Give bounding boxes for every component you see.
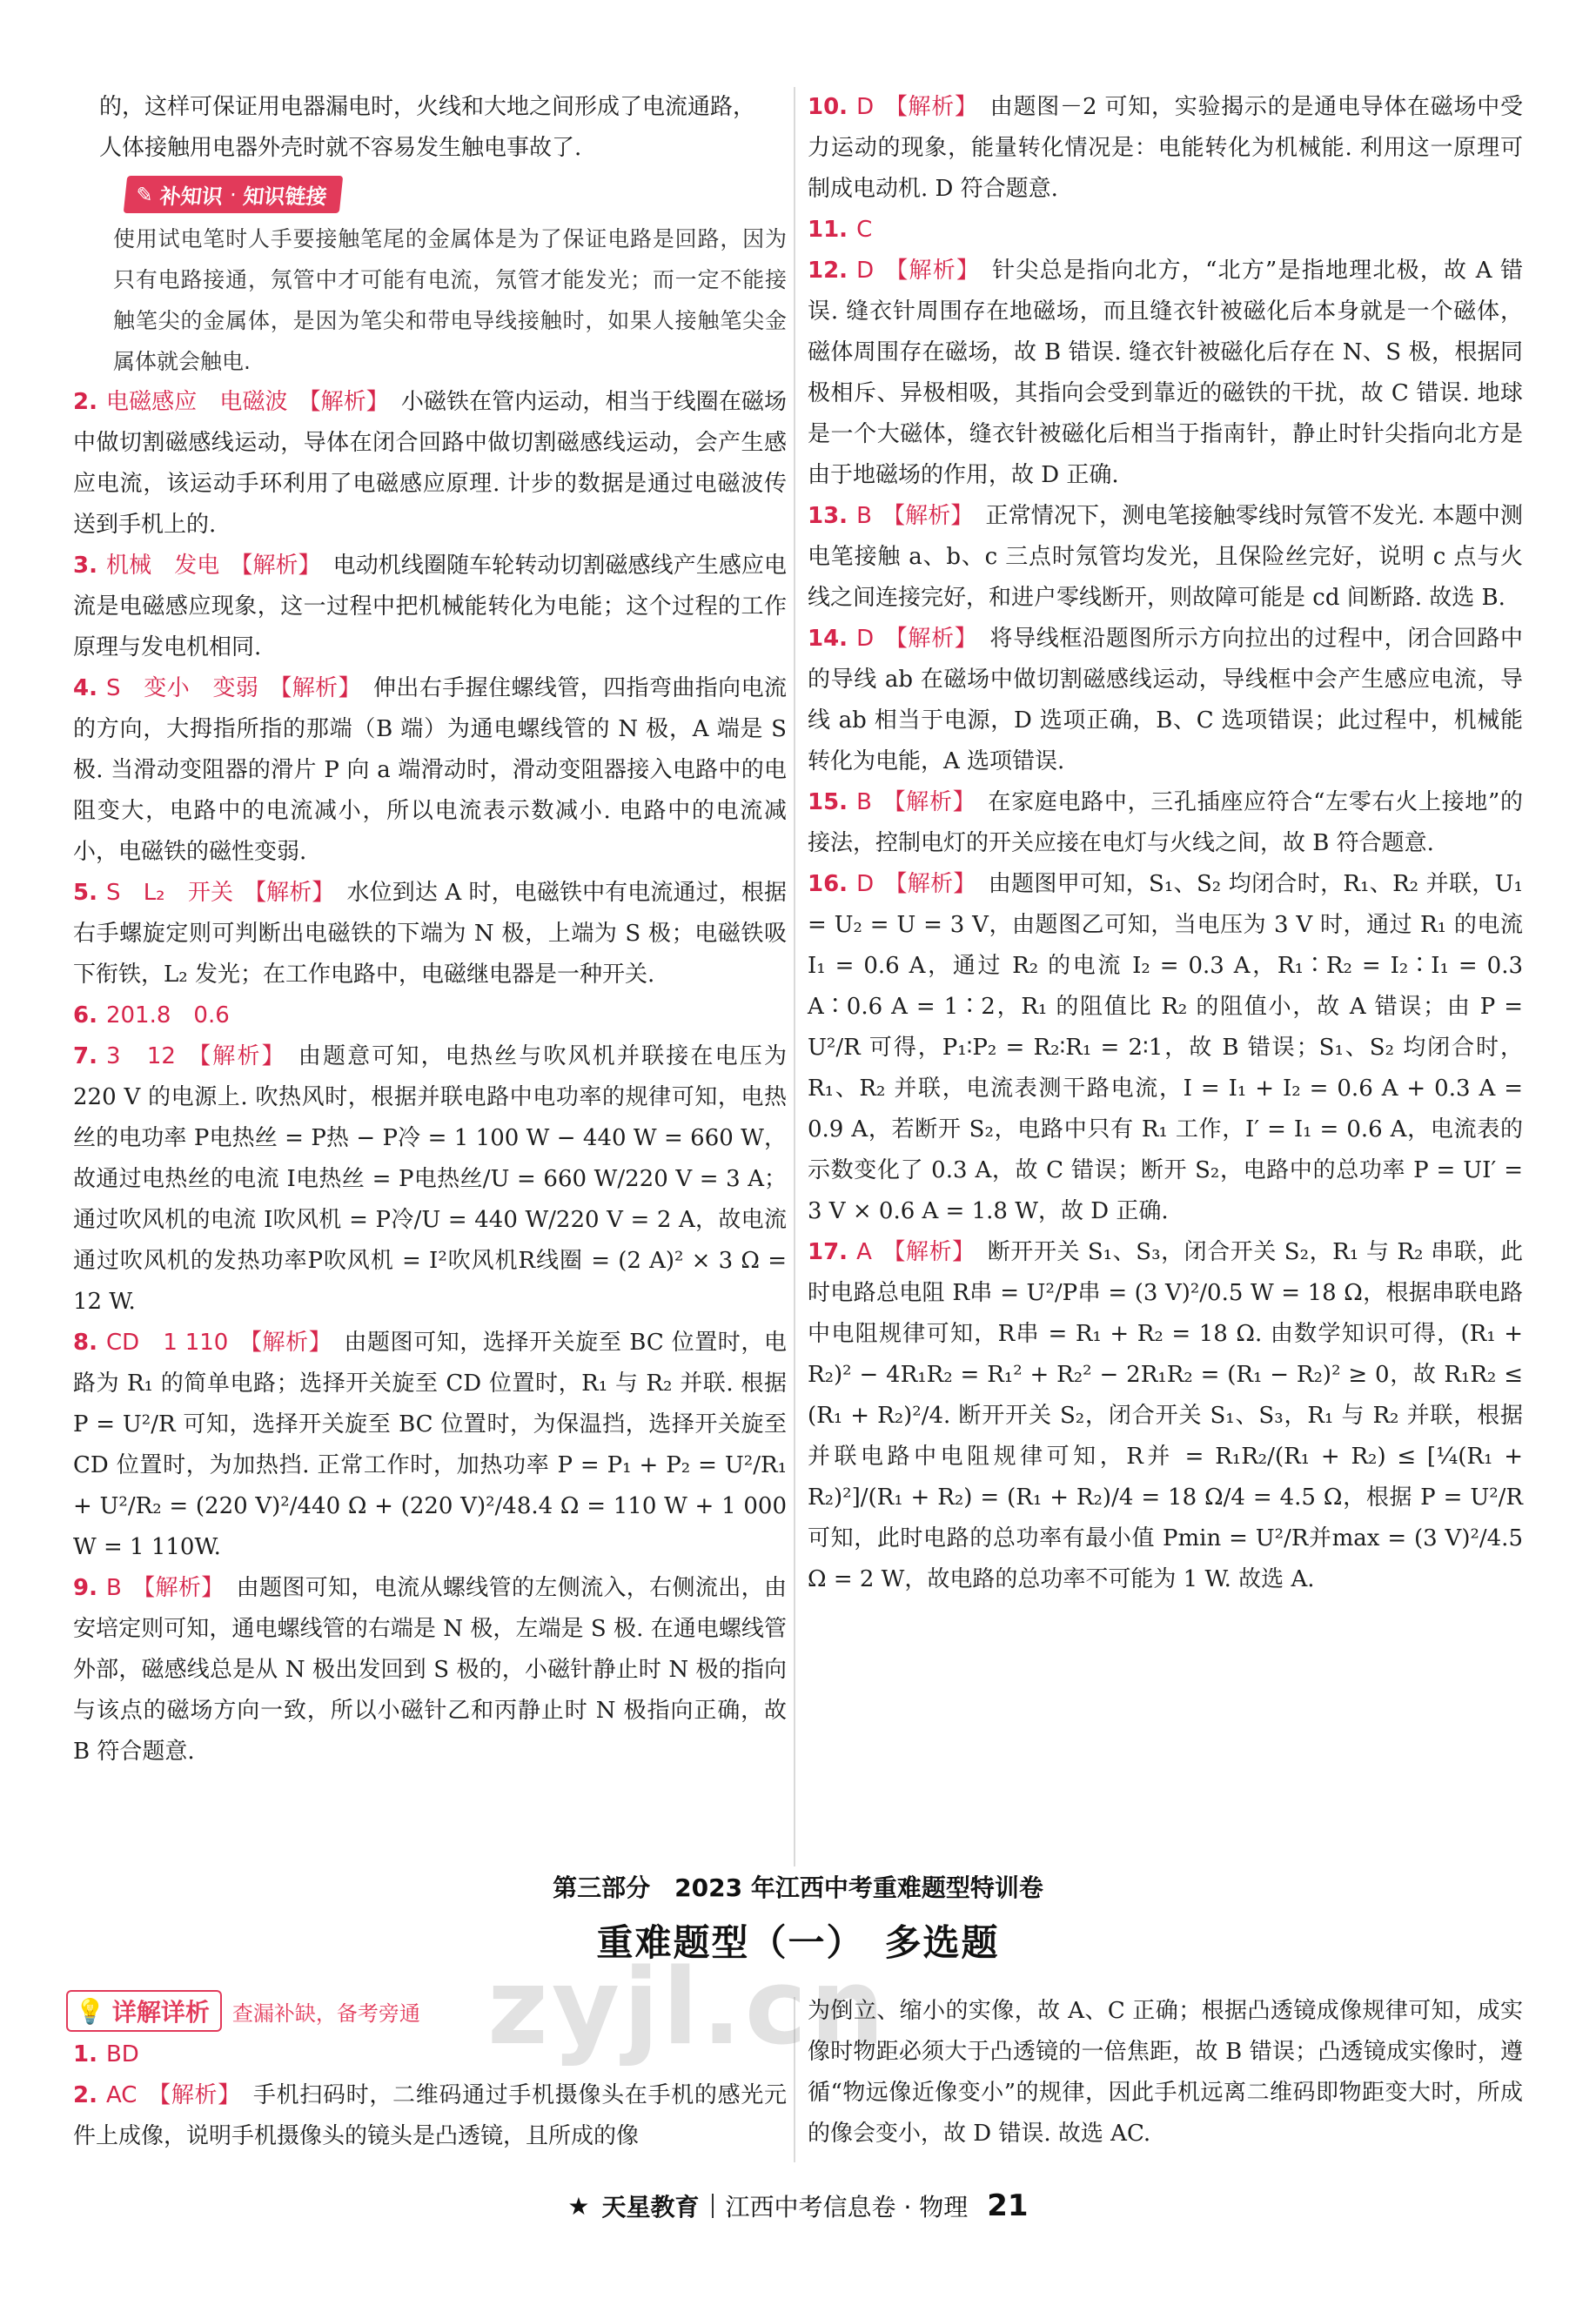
part-title: 第三部分 2023 年江西中考重难题型特训卷 xyxy=(553,1873,1043,1902)
answer-item-14 xyxy=(808,619,1523,782)
analysis-subtitle: 查漏补缺，备考旁通 xyxy=(231,2000,420,2026)
lightbulb-icon: 💡 xyxy=(75,1996,105,2026)
answer-item-16 xyxy=(808,864,1523,1232)
item-number: 14. xyxy=(808,626,848,652)
continued-text: 为倒立、缩小的实像，故 A、C 正确；根据凸透镜成像规律可知，成实像时物距必须大于凸透镜的一倍焦距，故 B 错误；凸透镜成实像时，遵循“物远像近像变小”的规律，因此手机远离二维码即物距变大时，所成的像会变小，故 D 错误. 故选 AC. xyxy=(808,1998,1523,2147)
item-answer: 201.8 0.6 xyxy=(105,1002,230,1029)
footer-divider xyxy=(712,2194,714,2218)
page-number: 21 xyxy=(987,2188,1029,2223)
star-logo-icon: ★ xyxy=(567,2191,590,2221)
item-text: 小磁铁在管内运动，相当于线圈在磁场中做切割磁感线运动，导体在闭合回路中做切割磁感线运动，会产生感应电流，该运动手环利用了电磁感应原理. 计步的数据是通过电磁波传送到手机上的. xyxy=(73,389,787,538)
item-number: 11. xyxy=(808,217,848,243)
analysis-tag: 【解析】 xyxy=(298,389,389,415)
item-text: 由题意可知，电热丝与吹风机并联接在电压为 220 V 的电源上. 吹热风时，根据并联电路中电功率的规律可知，电热丝的电功率 P电热丝 = P热 − P冷 = 1 100 W − 440 W = 660 W，故通过电热丝的电流 I电热丝 = P电热丝/U = 660 W/220 V = 3 A；通过吹风机的电流 I吹风机 = P冷/U = 440 W/220 V = 2 A，故电流通过吹风机的发热功率P吹风机 = I²吹风机R线圈 = (2 A)² × 3 Ω = 12 W. xyxy=(73,1043,787,1315)
analysis-tag: 【解析】 xyxy=(882,1239,976,1265)
knowledge-text: 使用试电笔时人手要接触笔尾的金属体是为了保证电路是回路，因为只有电路接通，氖管中才可能有电流，氖管才能发光；而一定不能接触笔尖的金属体，是因为笔尖和带电导线接触时，如果人接触笔尖金属体就会触电. xyxy=(113,226,787,374)
column-divider xyxy=(794,87,795,1866)
analysis-badge xyxy=(66,1990,222,2032)
item-text: 由题图可知，选择开关旋至 BC 位置时，电路为 R₁ 的简单电路；选择开关旋至 CD 位置时，R₁ 与 R₂ 并联. 根据 P = U²/R 可知，选择开关旋至 BC 位置时，为保温挡，选择开关旋至 CD 位置时，为加热挡. 正常工作时，加热功率 P = P₁ + P₂ = U²/R₁ + U²/R₂ = (220 V)²/440 Ω + (220 V)²/48.4 Ω = 110 W + 1 000 W = 1 110W. xyxy=(73,1330,787,1560)
analysis-tag: 【解析】 xyxy=(269,675,362,701)
intro-line-2: 人体接触用电器外壳时就不容易发生触电事故了. xyxy=(99,135,582,161)
item-text: 伸出右手握住螺线管，四指弯曲指向电流的方向，大拇指所指的那端（B 端）为通电螺线管的 N 极，A 端是 S 极. 当滑动变阻器的滑片 P 向 a 端滑动时，滑动变阻器接入电路中的电阻变大，电路中的电流减小，所以电流表示数减小. 电路中的电流减小，电磁铁的磁性变弱. xyxy=(73,675,787,865)
bottom-left-column xyxy=(73,2034,787,2157)
section-title: 重难题型（一） 多选题 xyxy=(596,1921,1000,1964)
item-answer: D xyxy=(856,258,875,284)
item-number: 2. xyxy=(73,389,97,415)
answer-item-6 xyxy=(73,995,787,1036)
item-number: 16. xyxy=(808,871,848,897)
item-text: 将导线框沿题图所示方向拉出的过程中，闭合回路中的导线 ab 在磁场中做切割磁感线运动，导线框中会产生感应电流，导线 ab 相当于电源，D 选项正确，B、C 选项错误；此过程中，机械能转化为电能，A 选项错误. xyxy=(808,626,1523,774)
item-answer: 3 12 xyxy=(105,1043,176,1069)
answer-item-7 xyxy=(73,1036,787,1323)
analysis-tag: 【解析】 xyxy=(884,258,981,284)
knowledge-sep: · xyxy=(228,182,238,207)
footer xyxy=(0,2188,1596,2223)
answer-item-12 xyxy=(808,251,1523,496)
analysis-tag: 【解析】 xyxy=(185,1043,286,1069)
item-number: 12. xyxy=(808,258,848,284)
item-text: 在家庭电路中，三孔插座应符合“左零右火上接地”的接法，控制电灯的开关应接在电灯与火线之间，故 B 符合题意. xyxy=(808,789,1523,856)
item-answer: S 变小 变弱 xyxy=(105,675,259,701)
analysis-tag: 【解析】 xyxy=(884,94,978,120)
knowledge-main: 补知识 xyxy=(158,184,225,209)
answer-item-11 xyxy=(808,210,1523,251)
analysis-tag: 【解析】 xyxy=(244,880,335,906)
item-answer: D xyxy=(856,626,875,652)
left-column xyxy=(73,87,787,1773)
item-text: 由题图可知，电流从螺线管的左侧流入，右侧流出，由安培定则可知，通电螺线管的右端是 N 极，左端是 S 极. 在通电螺线管外部，磁感线总是从 N 极出发回到 S 极的，小磁针静止时 N 极的指向与该点的磁场方向一致，所以小磁针乙和丙静止时 N 极指向正确，故 B 符合题意. xyxy=(73,1575,787,1765)
item-answer: B xyxy=(856,503,872,529)
analysis-badge-label: 详解详析 xyxy=(111,1998,210,2027)
answer-item-8 xyxy=(73,1323,787,1568)
analysis-bar xyxy=(66,1990,420,2032)
answer-item-2 xyxy=(73,382,787,546)
item-text: 由题图甲可知，S₁、S₂ 均闭合时，R₁、R₂ 并联，U₁ = U₂ = U = 3 V，由题图乙可知，当电压为 3 V 时，通过 R₁ 的电流 I₁ = 0.6 A，通过 R₂ 的电流 I₂ = 0.3 A，R₁∶R₂ = I₂∶I₁ = 0.3 A∶0.6 A = 1∶2，R₁ 的阻值比 R₂ 的阻值小，故 A 错误；由 P = U²/R 可得，P₁∶P₂ = R₂∶R₁ = 2∶1，故 B 错误；S₁、S₂ 均闭合时，R₁、R₂ 并联，电流表测干路电流，I = I₁ + I₂ = 0.6 A + 0.3 A = 0.9 A，若断开 S₂，电路中只有 R₁ 工作，I′ = I₁ = 0.6 A，电流表的示数变化了 0.3 A，故 C 错误；断开 S₂，电路中的总功率 P = UI′ = 3 V × 0.6 A = 1.8 W，故 D 正确. xyxy=(808,871,1523,1224)
item-number: 7. xyxy=(73,1043,97,1069)
analysis-tag: 【解析】 xyxy=(884,871,976,897)
knowledge-header xyxy=(124,176,343,213)
answer-item-17 xyxy=(808,1232,1523,1600)
analysis-tag: 【解析】 xyxy=(147,2082,241,2108)
item-answer: A xyxy=(856,1239,872,1265)
item-number: 13. xyxy=(808,503,848,529)
item-answer: 机械 发电 xyxy=(105,553,220,579)
answer-item-3 xyxy=(73,546,787,668)
item-number: 5. xyxy=(73,880,97,906)
intro-line-1: 的，这样可保证用电器漏电时，火线和大地之间形成了电流通路， xyxy=(99,94,756,120)
item-text: 水位到达 A 时，电磁铁中有电流通过，根据右手螺旋定则可判断出电磁铁的下端为 N 极，上端为 S 极；电磁铁吸下衔铁，L₂ 发光；在工作电路中，电磁继电器是一种开关. xyxy=(73,880,787,988)
mc-answer-item-2 xyxy=(73,2075,787,2157)
item-answer: CD 1 110 xyxy=(105,1330,229,1356)
mc-answer-item-1 xyxy=(73,2034,787,2075)
item-answer: 电磁感应 电磁波 xyxy=(105,389,288,415)
item-number: 8. xyxy=(73,1330,97,1356)
analysis-tag: 【解析】 xyxy=(884,626,978,652)
item-text: 电动机线圈随车轮转动切割磁感线产生感应电流是电磁感应现象，这一过程中把机械能转化为电能；这个过程的工作原理与发电机相同. xyxy=(73,553,787,660)
item-text: 正常情况下，测电笔接触零线时氖管不发光. 本题中测电笔接触 a、b、c 三点时氖管均发光，且保险丝完好，说明 c 点与火线之间连接完好，和进户零线断开，则故障可能是 cd 间断路. 故选 B. xyxy=(808,503,1523,611)
item-text: 手机扫码时，二维码通过手机摄像头在手机的感光元件上成像，说明手机摄像头的镜头是凸透镜，且所成的像 xyxy=(73,2082,787,2149)
item-number: 6. xyxy=(73,1002,97,1029)
analysis-tag: 【解析】 xyxy=(238,1330,332,1356)
item-answer: D xyxy=(856,871,875,897)
item-number: 4. xyxy=(73,675,97,701)
item-answer: BD xyxy=(105,2041,139,2067)
answer-item-9 xyxy=(73,1568,787,1773)
item-answer: AC xyxy=(105,2082,137,2108)
tools-icon: ✎ xyxy=(134,182,155,207)
item-text: 由题图－2 可知，实验揭示的是通电导体在磁场中受力运动的现象，能量转化情况是：电能转化为机械能. 利用这一原理可制成电动机. D 符合题意. xyxy=(808,94,1523,202)
answer-item-10 xyxy=(808,87,1523,210)
answer-item-4 xyxy=(73,668,787,873)
item-answer: S L₂ 开关 xyxy=(105,880,234,906)
footer-title: 江西中考信息卷 · 物理 xyxy=(725,2193,969,2222)
item-text: 针尖总是指向北方，“北方”是指地理北极，故 A 错误. 缝衣针周围存在地磁场，而且缝衣针被磁化后本身就是一个磁体，磁体周围存在磁场，故 B 错误. 缝衣针被磁化后存在 N、S 极，根据同极相斥、异极相吸，其指向会受到靠近的磁铁的干扰，故 C 错误. 地球是一个大磁体，缝衣针被磁化后相当于指南针，静止时针尖指向北方是由于地磁场的作用，故 D 正确. xyxy=(808,258,1523,488)
item-number: 9. xyxy=(73,1575,97,1601)
answer-item-13 xyxy=(808,496,1523,619)
answer-item-15 xyxy=(808,782,1523,864)
watermark: zyjl.cn xyxy=(487,1947,889,2068)
item-answer: B xyxy=(856,789,872,815)
item-number: 15. xyxy=(808,789,848,815)
analysis-tag: 【解析】 xyxy=(230,553,321,579)
bottom-right-column xyxy=(808,1991,1523,2155)
item-number: 17. xyxy=(808,1239,848,1265)
footer-brand: 天星教育 xyxy=(601,2193,700,2222)
item-text: 断开开关 S₁、S₃，闭合开关 S₂，R₁ 与 R₂ 串联，此时电路总电阻 R串 = U²/P串 = (3 V)²/0.5 W = 18 Ω，根据串联电路中电阻规律可知，R串 = R₁ + R₂ = 18 Ω. 由数学知识可得，(R₁ + R₂)² − 4R₁R₂ = R₁² + R₂² − 2R₁R₂ = (R₁ − R₂)² ≥ 0，故 R₁R₂ ≤ (R₁ + R₂)²/4. 断开开关 S₂，闭合开关 S₁、S₃，R₁ 与 R₂ 并联，根据并联电路中电阻规律可知，R并 = R₁R₂/(R₁ + R₂) ≤ [¼(R₁ + R₂)²]/(R₁ + R₂) = (R₁ + R₂)/4 = 18 Ω/4 = 4.5 Ω，根据 P = U²/R 可知，此时电路的总功率有最小值 Pmin = U²/R并max = (3 V)²/4.5 Ω = 2 W，故电路的总功率不可能为 1 W. 故选 A. xyxy=(808,1239,1523,1592)
item-number: 10. xyxy=(808,94,848,120)
answer-item-5 xyxy=(73,873,787,995)
item-number: 2. xyxy=(73,2082,97,2108)
item-answer: C xyxy=(856,217,873,243)
item-number: 3. xyxy=(73,553,97,579)
knowledge-sub: 知识链接 xyxy=(242,184,328,209)
item-number: 1. xyxy=(73,2041,97,2067)
analysis-tag: 【解析】 xyxy=(131,1575,225,1601)
item-answer: D xyxy=(856,94,875,120)
analysis-tag: 【解析】 xyxy=(882,503,974,529)
right-column xyxy=(808,87,1523,1600)
analysis-tag: 【解析】 xyxy=(882,789,976,815)
item-answer: B xyxy=(105,1575,122,1601)
